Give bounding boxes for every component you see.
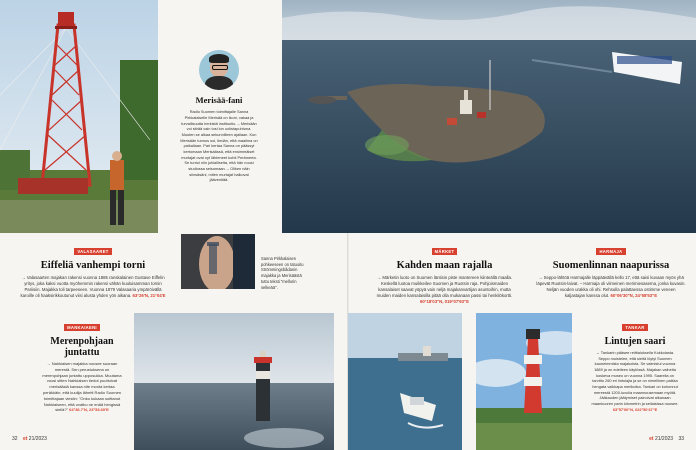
sidebar-text: Radio Suomen toimittajalle Sanna Pirkkalaiselle Merisää on ikoni, vakaa ja turvallisuutta herkistä instituutio. – Merisään voi siträä vain tosi lon uolistapuhtuna. Muuten se alkaa sekunnilleen ajallaan. Kun Merisään tunnus soi, tiedän, että maailma on paikallaan. Pari kertaa Sanna on päässyt kertomaan Merisäässä, että ensimmäiset murtajat ovat nyt lähteneet kohti Perämerta. Se tuntui niin juhlalliselta, että hän nousi studiossa seisomaan. – Oliken näin siinsäsäni, miten murtajat halkovat jäävenitää.	[180, 109, 258, 183]
article-market	[372, 240, 517, 306]
magazine-logo: et	[22, 436, 28, 442]
coords: 64°36.7'N, 23°53.60'E	[69, 407, 109, 413]
issue-number: 21/2023	[28, 436, 47, 442]
article-nahkiainen	[42, 316, 122, 413]
article-tag: MÄRKET	[432, 248, 458, 255]
article-title: Suomenlinnan naapurissa	[552, 260, 670, 271]
coords: 60°06'30"N, 24°58'53"E	[610, 293, 658, 299]
coords: 63°26'N, 21°04'E	[132, 293, 166, 299]
article-text: → Nahkiaisen majakka nousee suoraan merestä. Sen perustuksena on merenpohjaan juntattu upposukka. Muutama vuosi sitten Nahkiaisen tiedot puuttuivat merisääsiä kanssa nite monta kertaa peräkkäin, että kuulija lähetti Radio Suomen toimittajaan viestin: "Onko kukaan soittanut Nahkiaiseen, että ovatko ne enää hengissä siellä?" 64°36.7'N, 23°53.60'E	[42, 361, 122, 413]
article-text: → Seppo-lähtöä Harmajalle läppäävällä kello 17, että saisi kuvaan myös yhä läpevät Ruotsin-laivat. – Harmaja oli viimeinen merimiesasema, jonka kuvasin. Neljän vuoden urakka oli ohi. Rehsulla palattaessa ostimme veneen kaljastajan kanssa olut. 60°06'30"N, 24°58'53"E	[536, 274, 686, 299]
article-title: Kahden maan rajalla	[396, 260, 493, 271]
article-harmaja	[536, 240, 686, 299]
article-tag: HARMAJA	[596, 248, 625, 255]
article-tag: MANKAIAENI	[64, 324, 100, 331]
sidebar-title: Merisää-fani	[195, 95, 243, 105]
page-number: 33	[678, 436, 684, 442]
avatar	[199, 50, 239, 90]
article-valasaaret	[18, 240, 168, 299]
harmaja-boat-photo	[348, 313, 462, 450]
coords: 60°18'03"N, 019°07'93"E	[420, 299, 469, 305]
article-title: Lintujen saari	[604, 336, 666, 347]
tankar-lighthouse-photo	[476, 313, 572, 450]
page-footer-right	[649, 436, 684, 442]
article-tag: TANKAR	[622, 324, 647, 331]
coords: 63°57'00"N, 022°50'47"E	[612, 406, 658, 412]
article-title: Merenpohjaan juntattu	[50, 336, 114, 358]
sidebar-profile	[180, 50, 258, 183]
page-footer-left	[12, 436, 47, 442]
magazine-logo: et	[649, 436, 654, 442]
valasaaret-lighthouse-photo	[0, 0, 158, 233]
article-text: → Valasaarten majakan rakensi vuonna 1885 ranskalainen Gustave Eiffelin yritys, joka kaksi vuotta myöhemmin rakensi vähän kuuluisamman tornin Pariisiin. Majakka toli tarpeeseen. Vuonna 1879 Valasaaria ympäröivällä karoille oli haaksirikkoutunut viisi alusta yhden yön aikana. 63°26'N, 21°04'E	[20, 274, 166, 299]
article-text: → Märketin luoto on Suomen läntisin piste mantereen kiinteällä maalla. Keskellä luotoa muikkeilee Suomen ja Ruotsin raja. Pohjoismaiden kansalaiset saavat yöpyä vain neljä majakanvartijan asuntoihin, mutta muiden maiden kansalaisilla pitää olla mukanaan passi tai henkilökortti. 60°18'03"N, 019°07'93"E	[376, 274, 513, 305]
page-number: 32	[12, 436, 18, 442]
article-tankar	[590, 316, 680, 412]
article-text: → Tankarin pääsee reittialuksella Kokkolasta. Seppo muistelee, että sieltä löytyi Suomen kauneimmista majakoista. Se valmistui vuonna 1889 ja on edelleen käytössä. Majakan vaiheita koskeva museo on vuonna 1995. Saarella on tarvittu 260 eri lintulajia ja se on nimellinen paikka hengata vaikkapa merikotka. Tankari on kohonnut mereestä 1200-luvulla maannousemaan myötä. Jääkauden jäätymiset painoivat aikanaan maankuoren parin kilometrin ja sellaisissa nousee. 63°57'00"N, 022°50'47"E	[591, 350, 679, 412]
article-tag: VALASAARET	[74, 248, 111, 255]
nahkiainen-photo	[134, 313, 334, 450]
tattoo-photo	[181, 234, 255, 289]
market-aerial-photo	[282, 0, 696, 233]
tattoo-caption: Sanna Pirkkalaisen pohkeeseen on tatuoitu Strömmingsbådanin majakka ja Merisäästä tuttu teksti "mellorin selkeää".	[261, 256, 304, 290]
issue-number: 21/2023	[654, 436, 674, 442]
article-title: Eiffeliä vanhempi torni	[40, 260, 146, 271]
